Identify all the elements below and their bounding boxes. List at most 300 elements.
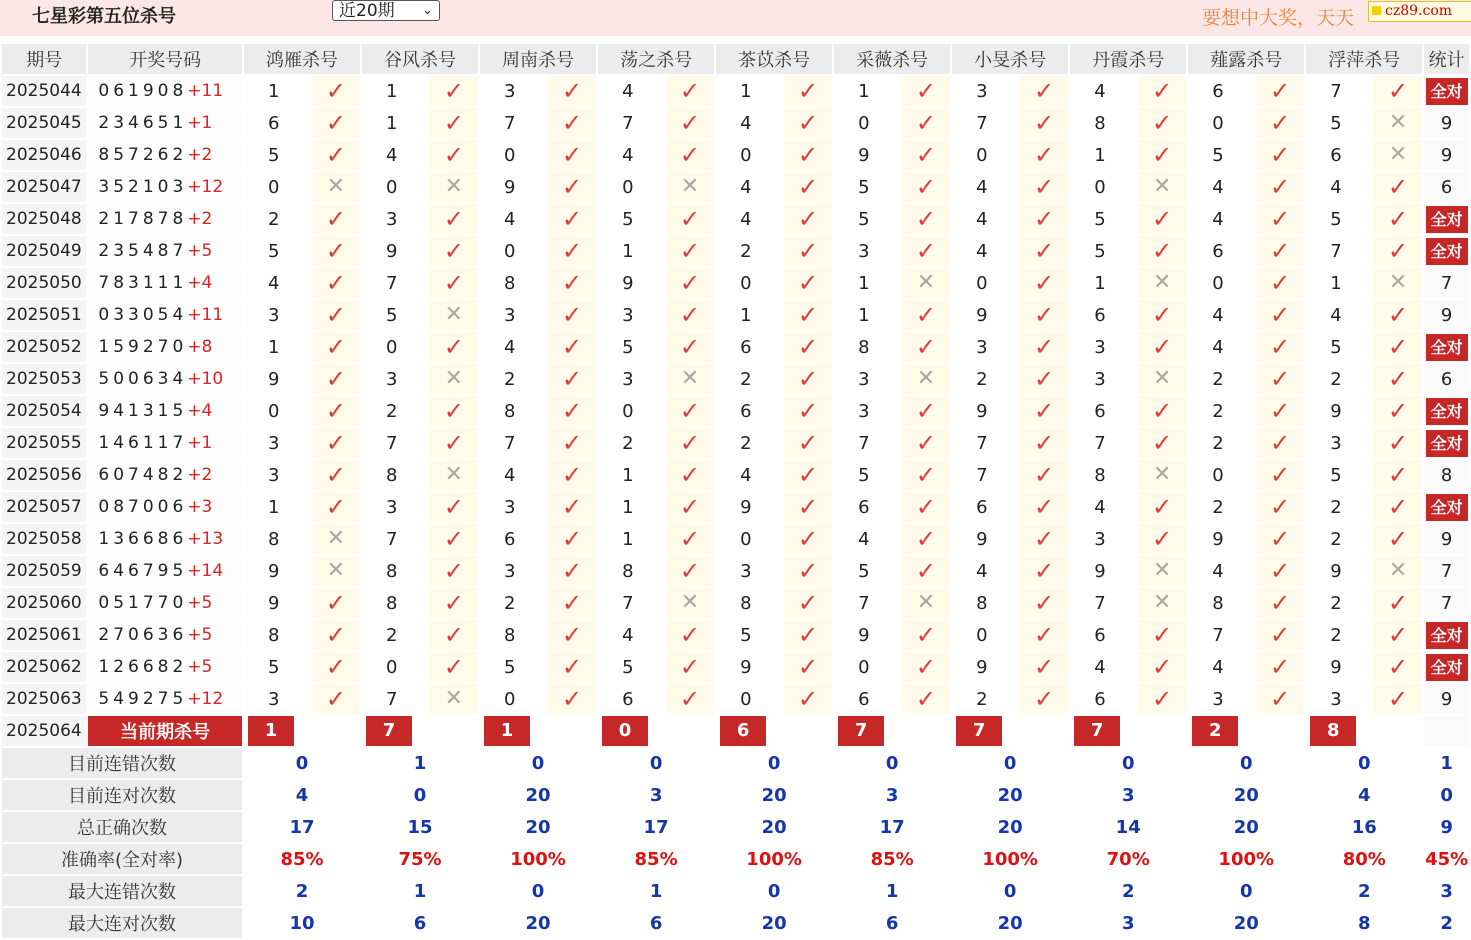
check-icon: ✓ xyxy=(1388,236,1409,265)
result-cell xyxy=(1138,684,1186,714)
stat-cell xyxy=(1424,332,1469,362)
slogan: 要想中大奖，天天 xyxy=(1202,7,1355,29)
result-cell xyxy=(1020,620,1068,650)
summary-stat: 45% xyxy=(1424,844,1469,874)
check-icon: ✓ xyxy=(679,428,700,457)
summary-stat: 1 xyxy=(1424,748,1469,778)
draw-numbers: 087006 xyxy=(98,497,188,517)
check-icon: ✓ xyxy=(1270,332,1291,361)
kill-number-cell: 3 xyxy=(244,428,310,458)
result-cell xyxy=(1020,236,1068,266)
result-cell xyxy=(548,620,596,650)
check-icon: ✓ xyxy=(561,588,582,617)
kill-number-cell: 0 xyxy=(952,140,1018,170)
draw-numbers-cell xyxy=(88,300,242,330)
check-icon: ✓ xyxy=(325,364,346,393)
result-cell xyxy=(902,364,950,394)
kill-number-cell: 5 xyxy=(362,300,428,330)
column-header: 薤露杀号 xyxy=(1188,44,1304,74)
result-cell xyxy=(548,428,596,458)
result-cell xyxy=(312,684,360,714)
column-header: 谷风杀号 xyxy=(362,44,478,74)
result-cell xyxy=(1138,268,1186,298)
kill-number-cell: 0 xyxy=(834,108,900,138)
kill-number-cell: 4 xyxy=(834,524,900,554)
result-cell xyxy=(1374,588,1422,618)
summary-value: 100% xyxy=(1188,844,1304,874)
result-cell xyxy=(430,140,478,170)
result-cell xyxy=(784,268,832,298)
table-row xyxy=(2,76,1469,106)
draw-extra: +12 xyxy=(187,689,224,709)
check-icon: ✓ xyxy=(797,396,818,425)
kill-number-cell: 8 xyxy=(1070,108,1136,138)
kill-number-cell: 8 xyxy=(480,396,546,426)
current-kill-number: 7 xyxy=(1074,716,1120,746)
stat-cell xyxy=(1424,652,1469,682)
kill-number-cell: 6 xyxy=(1070,620,1136,650)
result-cell xyxy=(1374,460,1422,490)
stat-value: 9 xyxy=(1440,688,1453,710)
table-row xyxy=(2,364,1469,394)
period-cell: 2025053 xyxy=(2,364,86,394)
check-icon: ✓ xyxy=(1270,300,1291,329)
result-cell xyxy=(1374,172,1422,202)
check-icon: ✓ xyxy=(797,492,818,521)
all-correct-badge: 全对 xyxy=(1426,334,1468,361)
summary-value: 20 xyxy=(480,780,596,810)
stat-value: 9 xyxy=(1440,528,1453,550)
summary-value: 20 xyxy=(952,812,1068,842)
kill-number-cell: 5 xyxy=(598,204,664,234)
kill-number-table xyxy=(0,42,1471,940)
summary-value: 0 xyxy=(716,748,832,778)
result-cell xyxy=(312,172,360,202)
check-icon: ✓ xyxy=(915,108,937,137)
stat-cell xyxy=(1424,492,1469,522)
summary-value: 20 xyxy=(716,908,832,938)
kill-number-cell: 9 xyxy=(1306,396,1372,426)
draw-numbers: 136686 xyxy=(98,529,188,549)
check-icon: ✓ xyxy=(797,204,818,233)
site-logo[interactable] xyxy=(1368,1,1471,22)
period-cell: 2025056 xyxy=(2,460,86,490)
kill-number-cell: 5 xyxy=(1306,108,1372,138)
result-cell xyxy=(312,492,360,522)
check-icon: ✓ xyxy=(443,236,464,265)
check-icon: ✓ xyxy=(1151,332,1173,361)
result-cell xyxy=(902,460,950,490)
check-icon: ✓ xyxy=(1033,268,1055,297)
summary-value: 17 xyxy=(598,812,714,842)
kill-number-cell: 3 xyxy=(1070,524,1136,554)
kill-number-cell: 3 xyxy=(952,332,1018,362)
result-cell xyxy=(1256,620,1304,650)
kill-number-cell: 6 xyxy=(1188,76,1254,106)
draw-numbers: 500634 xyxy=(98,369,188,389)
check-icon: ✓ xyxy=(561,364,582,393)
check-icon: ✓ xyxy=(443,332,464,361)
period-select[interactable] xyxy=(332,0,440,21)
all-correct-badge: 全对 xyxy=(1426,622,1468,649)
kill-number-cell: 9 xyxy=(952,396,1018,426)
result-cell xyxy=(1256,524,1304,554)
result-cell xyxy=(784,588,832,618)
draw-numbers-cell xyxy=(88,364,242,394)
result-cell xyxy=(902,492,950,522)
draw-numbers: 033054 xyxy=(98,305,188,325)
kill-number-cell: 5 xyxy=(598,652,664,682)
kill-number-cell: 7 xyxy=(952,460,1018,490)
kill-number-cell: 9 xyxy=(1306,652,1372,682)
summary-value: 85% xyxy=(244,844,360,874)
result-cell xyxy=(666,268,714,298)
column-header: 统计 xyxy=(1424,44,1469,74)
period-cell: 2025049 xyxy=(2,236,86,266)
kill-number-cell: 5 xyxy=(1070,204,1136,234)
summary-value: 10 xyxy=(244,908,360,938)
check-icon: ✓ xyxy=(1388,684,1409,713)
check-icon: ✓ xyxy=(679,460,700,489)
check-icon: ✓ xyxy=(1388,428,1409,457)
check-icon: ✓ xyxy=(325,588,346,617)
check-icon: ✓ xyxy=(915,236,937,265)
result-cell xyxy=(1138,140,1186,170)
kill-number-cell: 3 xyxy=(1070,364,1136,394)
result-cell xyxy=(902,524,950,554)
result-cell xyxy=(548,460,596,490)
column-header: 浮萍杀号 xyxy=(1306,44,1422,74)
stat-cell xyxy=(1424,524,1469,554)
kill-number-cell: 9 xyxy=(952,524,1018,554)
check-icon: ✓ xyxy=(797,172,818,201)
kill-number-cell: 1 xyxy=(1070,268,1136,298)
check-icon: ✓ xyxy=(797,364,818,393)
result-cell xyxy=(1138,492,1186,522)
result-cell xyxy=(666,588,714,618)
kill-number-cell: 0 xyxy=(952,620,1018,650)
check-icon: ✓ xyxy=(1388,524,1409,553)
kill-number-cell: 2 xyxy=(480,588,546,618)
result-cell xyxy=(1256,652,1304,682)
summary-value: 0 xyxy=(480,748,596,778)
result-cell xyxy=(312,300,360,330)
check-icon: ✓ xyxy=(1388,396,1409,425)
result-cell xyxy=(902,268,950,298)
period-cell: 2025062 xyxy=(2,652,86,682)
check-icon: ✓ xyxy=(325,428,346,457)
cross-icon: ✕ xyxy=(1152,590,1172,615)
summary-value: 100% xyxy=(716,844,832,874)
kill-number-cell: 8 xyxy=(1188,588,1254,618)
result-cell xyxy=(1138,76,1186,106)
kill-number-cell: 8 xyxy=(834,332,900,362)
stat-value: 7 xyxy=(1440,272,1453,294)
summary-value: 0 xyxy=(716,876,832,906)
kill-number-cell: 7 xyxy=(598,588,664,618)
kill-number-cell: 0 xyxy=(716,684,782,714)
result-cell xyxy=(1374,684,1422,714)
result-cell xyxy=(430,652,478,682)
check-icon: ✓ xyxy=(915,428,937,457)
result-cell xyxy=(1374,76,1422,106)
check-icon: ✓ xyxy=(679,684,700,713)
check-icon: ✓ xyxy=(1033,460,1055,489)
column-header: 期号 xyxy=(2,44,86,74)
kill-number-cell: 5 xyxy=(834,172,900,202)
summary-row xyxy=(2,812,1469,842)
check-icon: ✓ xyxy=(561,652,582,681)
stat-cell xyxy=(1424,364,1469,394)
result-cell xyxy=(784,108,832,138)
check-icon: ✓ xyxy=(1151,684,1173,713)
result-cell xyxy=(666,140,714,170)
check-icon: ✓ xyxy=(1151,492,1173,521)
kill-number-cell: 4 xyxy=(1188,652,1254,682)
check-icon: ✓ xyxy=(915,652,937,681)
period-cell: 2025059 xyxy=(2,556,86,586)
check-icon: ✓ xyxy=(915,300,937,329)
result-cell xyxy=(784,204,832,234)
check-icon: ✓ xyxy=(561,140,582,169)
cross-icon: ✕ xyxy=(1152,462,1172,487)
check-icon: ✓ xyxy=(1033,236,1055,265)
check-icon: ✓ xyxy=(915,556,937,585)
check-icon: ✓ xyxy=(679,236,700,265)
kill-number-cell: 4 xyxy=(1188,556,1254,586)
result-cell xyxy=(548,108,596,138)
all-correct-badge: 全对 xyxy=(1426,238,1468,265)
kill-number-cell: 4 xyxy=(598,620,664,650)
kill-number-cell: 6 xyxy=(1070,300,1136,330)
column-header: 鸿雁杀号 xyxy=(244,44,360,74)
result-cell xyxy=(430,332,478,362)
result-cell xyxy=(1374,236,1422,266)
kill-number-cell: 6 xyxy=(598,684,664,714)
result-cell xyxy=(902,76,950,106)
column-header: 开奖号码 xyxy=(88,44,242,74)
result-cell xyxy=(548,524,596,554)
check-icon: ✓ xyxy=(561,396,582,425)
summary-value: 3 xyxy=(1070,908,1186,938)
kill-number-cell: 2 xyxy=(952,364,1018,394)
kill-number-cell: 3 xyxy=(834,364,900,394)
check-icon: ✓ xyxy=(679,204,700,233)
kill-number-cell: 2 xyxy=(244,204,310,234)
kill-number-cell: 6 xyxy=(716,332,782,362)
check-icon: ✓ xyxy=(915,172,937,201)
kill-number-cell: 0 xyxy=(244,396,310,426)
table-row xyxy=(2,236,1469,266)
result-cell xyxy=(1020,300,1068,330)
draw-extra: +8 xyxy=(187,337,213,357)
result-cell xyxy=(784,460,832,490)
summary-value: 0 xyxy=(1188,748,1304,778)
result-cell xyxy=(1256,492,1304,522)
check-icon: ✓ xyxy=(1033,556,1055,585)
result-cell xyxy=(902,108,950,138)
kill-number-cell: 1 xyxy=(834,300,900,330)
draw-numbers: 352103 xyxy=(98,177,188,197)
result-cell xyxy=(902,236,950,266)
kill-number-cell: 5 xyxy=(480,652,546,682)
check-icon: ✓ xyxy=(1388,364,1409,393)
result-cell xyxy=(1256,268,1304,298)
result-cell xyxy=(1020,76,1068,106)
result-cell xyxy=(430,428,478,458)
result-cell xyxy=(548,492,596,522)
result-cell xyxy=(1020,556,1068,586)
check-icon: ✓ xyxy=(443,620,464,649)
kill-number-cell: 9 xyxy=(1188,524,1254,554)
kill-number-cell: 9 xyxy=(1306,556,1372,586)
current-kill-cell xyxy=(834,716,950,746)
kill-number-cell: 9 xyxy=(834,140,900,170)
kill-number-cell: 0 xyxy=(716,140,782,170)
check-icon: ✓ xyxy=(443,76,464,105)
kill-number-cell: 2 xyxy=(1188,364,1254,394)
kill-number-cell: 0 xyxy=(480,684,546,714)
check-icon: ✓ xyxy=(561,684,582,713)
result-cell xyxy=(1256,588,1304,618)
check-icon: ✓ xyxy=(561,236,582,265)
kill-number-cell: 0 xyxy=(1188,460,1254,490)
result-cell xyxy=(902,204,950,234)
check-icon: ✓ xyxy=(1270,204,1291,233)
result-cell xyxy=(1020,588,1068,618)
check-icon: ✓ xyxy=(1151,428,1173,457)
draw-extra: +1 xyxy=(187,113,213,133)
summary-value: 0 xyxy=(952,876,1068,906)
result-cell xyxy=(902,428,950,458)
check-icon: ✓ xyxy=(797,300,818,329)
stat-value: 6 xyxy=(1440,176,1453,198)
check-icon: ✓ xyxy=(915,204,937,233)
check-icon: ✓ xyxy=(797,684,818,713)
period-cell: 2025046 xyxy=(2,140,86,170)
result-cell xyxy=(1020,396,1068,426)
summary-value: 0 xyxy=(834,748,950,778)
table-body xyxy=(2,76,1469,938)
table-row xyxy=(2,108,1469,138)
kill-number-cell: 3 xyxy=(244,300,310,330)
result-cell xyxy=(1256,460,1304,490)
draw-extra: +11 xyxy=(187,81,224,101)
check-icon: ✓ xyxy=(1270,108,1291,137)
result-cell xyxy=(902,556,950,586)
draw-numbers: 234651 xyxy=(98,113,188,133)
result-cell xyxy=(666,684,714,714)
result-cell xyxy=(1020,492,1068,522)
draw-numbers: 159270 xyxy=(98,337,188,357)
result-cell xyxy=(1256,428,1304,458)
summary-value: 17 xyxy=(244,812,360,842)
all-correct-badge: 全对 xyxy=(1426,430,1468,457)
check-icon: ✓ xyxy=(915,620,937,649)
result-cell xyxy=(902,140,950,170)
result-cell xyxy=(312,364,360,394)
summary-value: 20 xyxy=(480,908,596,938)
draw-extra: +10 xyxy=(187,369,224,389)
draw-numbers-cell xyxy=(88,268,242,298)
kill-number-cell: 5 xyxy=(244,140,310,170)
result-cell xyxy=(312,268,360,298)
cross-icon: ✕ xyxy=(916,590,936,615)
check-icon: ✓ xyxy=(443,524,464,553)
summary-value: 3 xyxy=(598,780,714,810)
table-row xyxy=(2,172,1469,202)
kill-number-cell: 0 xyxy=(362,652,428,682)
kill-number-cell: 2 xyxy=(1306,524,1372,554)
cross-icon: ✕ xyxy=(1388,270,1408,295)
draw-numbers-cell xyxy=(88,460,242,490)
kill-number-cell: 4 xyxy=(716,460,782,490)
result-cell xyxy=(430,492,478,522)
draw-extra: +1 xyxy=(187,433,213,453)
kill-number-cell: 6 xyxy=(834,492,900,522)
kill-number-cell: 4 xyxy=(952,236,1018,266)
stat-value: 7 xyxy=(1440,560,1453,582)
result-cell xyxy=(784,172,832,202)
kill-number-cell: 4 xyxy=(1306,300,1372,330)
result-cell xyxy=(666,492,714,522)
result-cell xyxy=(1138,364,1186,394)
check-icon: ✓ xyxy=(443,268,464,297)
table-row xyxy=(2,492,1469,522)
kill-number-cell: 2 xyxy=(716,236,782,266)
check-icon: ✓ xyxy=(679,524,700,553)
kill-number-cell: 9 xyxy=(952,652,1018,682)
check-icon: ✓ xyxy=(1033,204,1055,233)
stat-cell xyxy=(1424,460,1469,490)
check-icon: ✓ xyxy=(1033,332,1055,361)
result-cell xyxy=(1374,492,1422,522)
check-icon: ✓ xyxy=(443,492,464,521)
draw-extra: +5 xyxy=(187,625,213,645)
kill-number-cell: 5 xyxy=(1070,236,1136,266)
result-cell xyxy=(666,76,714,106)
kill-number-cell: 1 xyxy=(598,236,664,266)
kill-number-cell: 3 xyxy=(834,236,900,266)
stat-cell xyxy=(1424,684,1469,714)
cross-icon: ✕ xyxy=(444,686,464,711)
draw-numbers: 941315 xyxy=(98,401,188,421)
kill-number-cell: 8 xyxy=(952,588,1018,618)
draw-numbers: 783111 xyxy=(98,273,188,293)
check-icon: ✓ xyxy=(1388,76,1409,105)
draw-extra: +11 xyxy=(187,305,224,325)
summary-value: 75% xyxy=(362,844,478,874)
check-icon: ✓ xyxy=(679,620,700,649)
kill-number-cell: 9 xyxy=(244,364,310,394)
summary-row xyxy=(2,780,1469,810)
result-cell xyxy=(784,236,832,266)
logo-text: cz89.com xyxy=(1385,3,1453,19)
draw-numbers: 126682 xyxy=(98,657,188,677)
kill-number-cell: 1 xyxy=(834,76,900,106)
result-cell xyxy=(312,236,360,266)
check-icon: ✓ xyxy=(915,76,937,105)
draw-extra: +14 xyxy=(187,561,224,581)
result-cell xyxy=(1374,268,1422,298)
kill-number-cell: 3 xyxy=(362,204,428,234)
summary-value: 20 xyxy=(952,908,1068,938)
result-cell xyxy=(312,140,360,170)
kill-number-cell: 6 xyxy=(834,684,900,714)
cross-icon: ✕ xyxy=(680,174,700,199)
check-icon: ✓ xyxy=(1270,524,1291,553)
kill-number-cell: 9 xyxy=(362,236,428,266)
